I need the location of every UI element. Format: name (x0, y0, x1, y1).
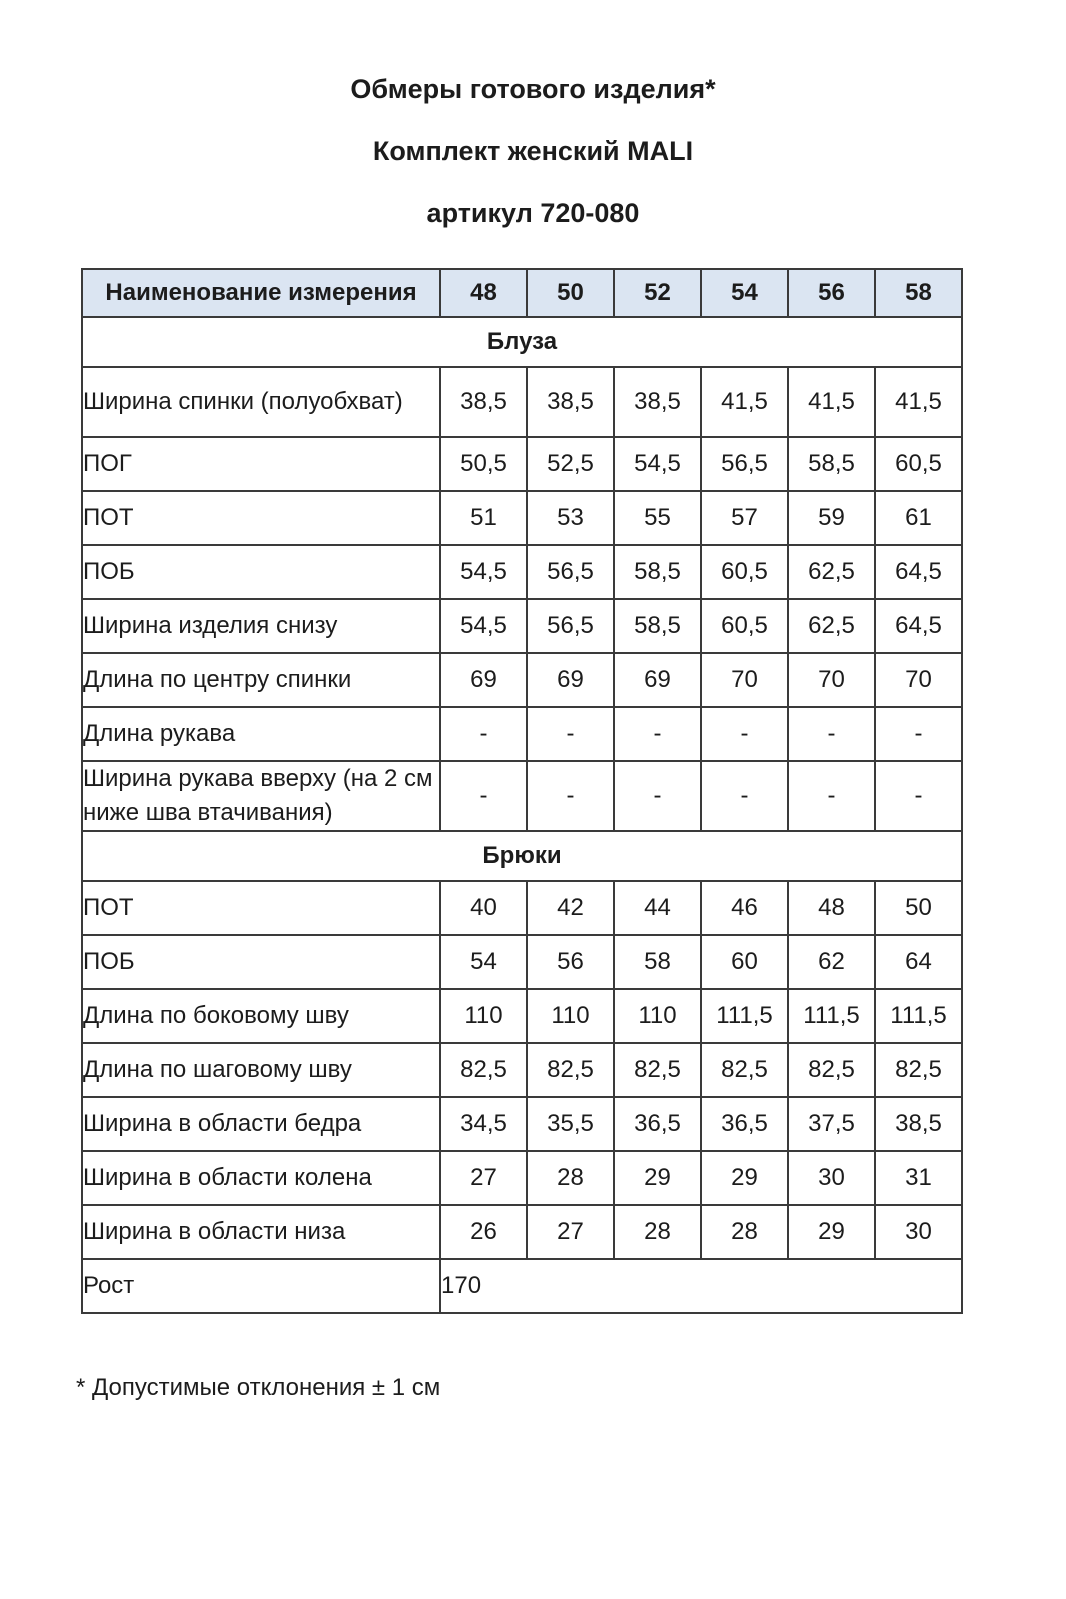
table-row (82, 599, 962, 653)
measurement-value: - (788, 761, 875, 831)
measurement-value: 82,5 (701, 1043, 788, 1097)
measurement-value: 27 (440, 1151, 527, 1205)
size-header: 50 (527, 269, 614, 317)
measurement-label: Ширина изделия снизу (82, 599, 440, 653)
measurement-value: 29 (614, 1151, 701, 1205)
measurement-value: 62,5 (788, 599, 875, 653)
measurement-value: 41,5 (701, 367, 788, 437)
size-header: 58 (875, 269, 962, 317)
measurement-value: 36,5 (614, 1097, 701, 1151)
measurement-value: - (875, 707, 962, 761)
measurement-value: 70 (875, 653, 962, 707)
measurement-value: 82,5 (875, 1043, 962, 1097)
measurement-value: 31 (875, 1151, 962, 1205)
measurement-value: 110 (614, 989, 701, 1043)
table-row (82, 545, 962, 599)
height-label: Рост (82, 1259, 440, 1313)
measurement-value: - (614, 761, 701, 831)
table-row (82, 707, 962, 761)
measurement-value: 82,5 (788, 1043, 875, 1097)
measurement-value: 69 (440, 653, 527, 707)
measurement-value: 82,5 (614, 1043, 701, 1097)
measurement-value: 48 (788, 881, 875, 935)
measurement-value: 46 (701, 881, 788, 935)
measurement-value: 28 (527, 1151, 614, 1205)
measurement-label: ПОБ (82, 935, 440, 989)
measurement-name-header: Наименование измерения (82, 269, 440, 317)
measurement-value: - (788, 707, 875, 761)
measurement-value: 61 (875, 491, 962, 545)
measurement-value: 38,5 (440, 367, 527, 437)
measurement-value: 64,5 (875, 599, 962, 653)
measurement-value: 54 (440, 935, 527, 989)
measurement-value: 110 (527, 989, 614, 1043)
measurement-value: 60,5 (875, 437, 962, 491)
table-body (82, 317, 962, 1313)
measurement-value: 30 (788, 1151, 875, 1205)
measurement-label: Ширина в области бедра (82, 1097, 440, 1151)
measurement-value: 29 (701, 1151, 788, 1205)
measurement-value: 62 (788, 935, 875, 989)
measurement-value: 41,5 (788, 367, 875, 437)
table-row (82, 935, 962, 989)
page-title: Обмеры готового изделия* (350, 74, 716, 104)
article-number: артикул 720-080 (426, 198, 640, 228)
table-row (82, 367, 962, 437)
table-row (82, 989, 962, 1043)
measurement-value: 54,5 (614, 437, 701, 491)
product-name: Комплект женский MALI (372, 136, 694, 166)
size-header: 48 (440, 269, 527, 317)
tolerance-footnote: * Допустимые отклонения ± 1 см (76, 1374, 441, 1401)
measurement-value: 60,5 (701, 599, 788, 653)
measurement-value: 54,5 (440, 545, 527, 599)
section-row (82, 317, 962, 367)
measurement-label: ПОБ (82, 545, 440, 599)
measurement-value: 62,5 (788, 545, 875, 599)
measurement-value: 42 (527, 881, 614, 935)
measurement-value: 111,5 (701, 989, 788, 1043)
measurement-value: 37,5 (788, 1097, 875, 1151)
table-row (82, 653, 962, 707)
table-row (82, 1043, 962, 1097)
measurement-value: 56 (527, 935, 614, 989)
measurement-value: 38,5 (875, 1097, 962, 1151)
measurement-value: 58,5 (614, 599, 701, 653)
measurement-value: 35,5 (527, 1097, 614, 1151)
table-header-row (82, 269, 962, 317)
table-row (82, 761, 962, 831)
section-title: Блуза (82, 317, 962, 367)
measurement-value: 69 (527, 653, 614, 707)
size-chart-table (81, 268, 963, 1314)
measurement-value: 58,5 (614, 545, 701, 599)
measurement-value: - (701, 707, 788, 761)
measurement-value: 53 (527, 491, 614, 545)
measurement-value: 28 (701, 1205, 788, 1259)
measurement-value: 60,5 (701, 545, 788, 599)
measurement-value: 41,5 (875, 367, 962, 437)
measurement-value: 64 (875, 935, 962, 989)
table-row (82, 1151, 962, 1205)
measurement-label: Ширина рукава вверху (на 2 см ниже шва втачивания) (82, 761, 440, 831)
table-row (82, 491, 962, 545)
measurement-value: 111,5 (788, 989, 875, 1043)
measurement-value: 56,5 (701, 437, 788, 491)
measurement-value: 60 (701, 935, 788, 989)
measurement-value: 40 (440, 881, 527, 935)
measurement-value: 82,5 (440, 1043, 527, 1097)
measurement-label: Длина рукава (82, 707, 440, 761)
measurement-value: - (701, 761, 788, 831)
section-title: Брюки (82, 831, 962, 881)
measurement-value: 70 (701, 653, 788, 707)
measurement-value: 51 (440, 491, 527, 545)
measurement-value: 50,5 (440, 437, 527, 491)
measurement-value: 52,5 (527, 437, 614, 491)
measurement-label: Длина по боковому шву (82, 989, 440, 1043)
measurement-value: 30 (875, 1205, 962, 1259)
size-header: 54 (701, 269, 788, 317)
measurement-value: 38,5 (527, 367, 614, 437)
table-row (82, 437, 962, 491)
measurement-value: 69 (614, 653, 701, 707)
section-row (82, 831, 962, 881)
measurement-value: 82,5 (527, 1043, 614, 1097)
measurement-label: Длина по шаговому шву (82, 1043, 440, 1097)
measurement-value: 57 (701, 491, 788, 545)
measurement-label: ПОТ (82, 881, 440, 935)
table-row (82, 881, 962, 935)
size-header: 52 (614, 269, 701, 317)
height-value: 170 (440, 1259, 962, 1313)
table-row (82, 1205, 962, 1259)
measurement-value: 55 (614, 491, 701, 545)
measurement-value: 56,5 (527, 545, 614, 599)
measurement-value: - (527, 761, 614, 831)
measurement-value: 28 (614, 1205, 701, 1259)
measurement-value: - (527, 707, 614, 761)
measurement-label: Ширина спинки (полуобхват) (82, 367, 440, 437)
measurement-label: Ширина в области низа (82, 1205, 440, 1259)
measurement-value: 50 (875, 881, 962, 935)
measurement-value: - (440, 761, 527, 831)
measurement-value: 59 (788, 491, 875, 545)
measurement-value: - (614, 707, 701, 761)
measurement-value: 34,5 (440, 1097, 527, 1151)
measurement-label: ПОГ (82, 437, 440, 491)
measurement-value: 58 (614, 935, 701, 989)
measurement-value: 70 (788, 653, 875, 707)
measurement-value: 38,5 (614, 367, 701, 437)
measurement-value: 26 (440, 1205, 527, 1259)
measurement-value: - (875, 761, 962, 831)
measurement-value: 110 (440, 989, 527, 1043)
measurement-value: 54,5 (440, 599, 527, 653)
measurement-value: 36,5 (701, 1097, 788, 1151)
measurement-value: 111,5 (875, 989, 962, 1043)
measurement-value: 58,5 (788, 437, 875, 491)
measurement-value: 44 (614, 881, 701, 935)
height-row (82, 1259, 962, 1313)
measurement-value: - (440, 707, 527, 761)
measurement-value: 64,5 (875, 545, 962, 599)
measurement-label: ПОТ (82, 491, 440, 545)
measurement-value: 56,5 (527, 599, 614, 653)
table-row (82, 1097, 962, 1151)
measurement-value: 27 (527, 1205, 614, 1259)
measurement-label: Длина по центру спинки (82, 653, 440, 707)
size-header: 56 (788, 269, 875, 317)
measurement-label: Ширина в области колена (82, 1151, 440, 1205)
measurement-value: 29 (788, 1205, 875, 1259)
